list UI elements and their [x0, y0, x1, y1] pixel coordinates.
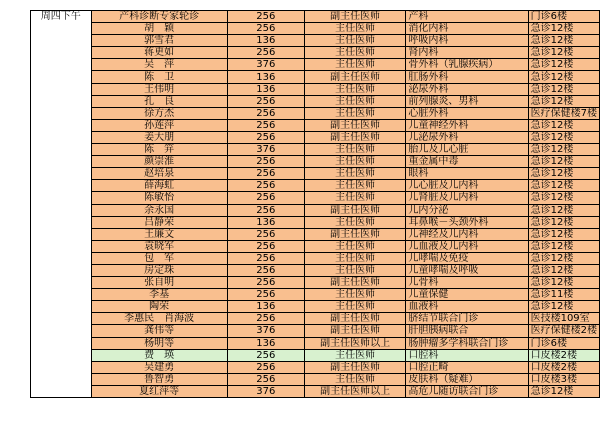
title-cell: 副主任医师 — [305, 204, 406, 216]
department-cell: 儿哮喘及免疫 — [406, 252, 528, 264]
table-row — [31, 228, 600, 240]
location-cell: 急诊12楼 — [528, 131, 599, 143]
fee-cell: 256 — [227, 252, 304, 264]
title-cell: 主任医师 — [305, 192, 406, 204]
location-cell: 急诊12楼 — [528, 23, 599, 35]
table-row — [31, 277, 600, 289]
title-cell: 主任医师 — [305, 95, 406, 107]
fee-cell: 376 — [227, 144, 304, 156]
fee-cell: 136 — [227, 71, 304, 83]
department-cell: 儿骨科 — [406, 277, 528, 289]
location-cell: 门诊6楼 — [528, 11, 599, 23]
title-cell: 主任医师 — [305, 264, 406, 276]
title-cell: 副主任医师 — [305, 325, 406, 337]
fee-cell: 136 — [227, 35, 304, 47]
title-cell: 主任医师 — [305, 35, 406, 47]
fee-cell: 136 — [227, 337, 304, 349]
table-row — [31, 35, 600, 47]
doctor-name-cell: 产科诊断专家轮诊 — [91, 11, 227, 23]
fee-cell: 256 — [227, 180, 304, 192]
fee-cell: 256 — [227, 168, 304, 180]
location-cell: 急诊12楼 — [528, 277, 599, 289]
doctor-name-cell: 房定珠 — [91, 264, 227, 276]
table-row — [31, 168, 600, 180]
location-cell: 口皮楼2楼 — [528, 349, 599, 361]
title-cell: 主任医师 — [305, 156, 406, 168]
department-cell: 产科 — [406, 11, 528, 23]
department-cell: 胎儿及儿心脏 — [406, 144, 528, 156]
department-cell: 儿童神经外科 — [406, 119, 528, 131]
department-cell: 儿神经及儿内科 — [406, 228, 528, 240]
title-cell: 副主任医师 — [305, 228, 406, 240]
title-cell: 副主任医师 — [305, 277, 406, 289]
fee-cell: 256 — [227, 131, 304, 143]
table-row — [31, 83, 600, 95]
title-cell: 副主任医师 — [305, 313, 406, 325]
title-cell: 副主任医师以上 — [305, 385, 406, 397]
doctor-name-cell: 赵培泉 — [91, 168, 227, 180]
location-cell: 急诊12楼 — [528, 156, 599, 168]
table-row — [31, 301, 600, 313]
table-row — [31, 156, 600, 168]
table-row — [31, 361, 600, 373]
table-row — [31, 71, 600, 83]
doctor-name-cell: 张自明 — [91, 277, 227, 289]
table-row — [31, 373, 600, 385]
doctor-name-cell: 李惠民 肖海波 — [91, 313, 227, 325]
schedule-body — [31, 11, 600, 398]
title-cell: 主任医师 — [305, 144, 406, 156]
department-cell: 口腔正畸 — [406, 361, 528, 373]
table-row — [31, 180, 600, 192]
title-cell: 主任医师 — [305, 47, 406, 59]
location-cell: 急诊12楼 — [528, 204, 599, 216]
table-row — [31, 95, 600, 107]
location-cell: 急诊12楼 — [528, 59, 599, 71]
location-cell: 急诊12楼 — [528, 180, 599, 192]
location-cell: 急诊12楼 — [528, 83, 599, 95]
title-cell: 主任医师 — [305, 240, 406, 252]
fee-cell: 256 — [227, 107, 304, 119]
department-cell: 儿血液及儿内科 — [406, 240, 528, 252]
title-cell: 主任医师 — [305, 23, 406, 35]
location-cell: 急诊12楼 — [528, 264, 599, 276]
table-row — [31, 313, 600, 325]
table-row — [31, 144, 600, 156]
location-cell: 急诊12楼 — [528, 168, 599, 180]
title-cell: 副主任医师 — [305, 11, 406, 23]
department-cell: 儿童保健 — [406, 289, 528, 301]
title-cell: 主任医师 — [305, 83, 406, 95]
fee-cell: 256 — [227, 361, 304, 373]
table-row — [31, 11, 600, 23]
doctor-name-cell: 龚伟等 — [91, 325, 227, 337]
location-cell: 医疗保健楼2楼 — [528, 325, 599, 337]
title-cell: 主任医师 — [305, 107, 406, 119]
title-cell: 副主任医师 — [305, 361, 406, 373]
department-cell: 心脏外科 — [406, 107, 528, 119]
fee-cell: 376 — [227, 325, 304, 337]
department-cell: 儿内分泌 — [406, 204, 528, 216]
fee-cell: 136 — [227, 216, 304, 228]
fee-cell: 256 — [227, 228, 304, 240]
doctor-name-cell: 陈敏怡 — [91, 192, 227, 204]
department-cell: 儿童哮喘及呼吸 — [406, 264, 528, 276]
doctor-name-cell: 袁晓军 — [91, 240, 227, 252]
fee-cell: 256 — [227, 119, 304, 131]
doctor-name-cell: 王廉文 — [91, 228, 227, 240]
location-cell: 急诊12楼 — [528, 95, 599, 107]
location-cell: 医技楼109室 — [528, 313, 599, 325]
table-row — [31, 23, 600, 35]
session-label: 周四下午 — [31, 11, 92, 398]
doctor-name-cell: 徐方杰 — [91, 107, 227, 119]
title-cell: 副主任医师 — [305, 71, 406, 83]
department-cell: 泌尿外科 — [406, 83, 528, 95]
table-row — [31, 240, 600, 252]
department-cell: 前列腺炎、男科 — [406, 95, 528, 107]
table-row — [31, 47, 600, 59]
title-cell: 副主任医师 — [305, 119, 406, 131]
location-cell: 急诊12楼 — [528, 240, 599, 252]
doctor-name-cell: 费 瑛 — [91, 349, 227, 361]
doctor-name-cell: 郭雪君 — [91, 35, 227, 47]
table-row — [31, 192, 600, 204]
doctor-name-cell: 李基 — [91, 289, 227, 301]
department-cell: 儿肾脏及儿内科 — [406, 192, 528, 204]
location-cell: 口皮楼2楼 — [528, 361, 599, 373]
table-row — [31, 337, 600, 349]
title-cell: 主任医师 — [305, 216, 406, 228]
fee-cell: 256 — [227, 156, 304, 168]
department-cell: 消化内科 — [406, 23, 528, 35]
location-cell: 急诊12楼 — [528, 301, 599, 313]
location-cell: 急诊12楼 — [528, 35, 599, 47]
department-cell: 肾内科 — [406, 47, 528, 59]
doctor-name-cell: 薛海虹 — [91, 180, 227, 192]
location-cell: 急诊12楼 — [528, 144, 599, 156]
fee-cell: 256 — [227, 11, 304, 23]
location-cell: 急诊12楼 — [528, 47, 599, 59]
doctor-name-cell: 杨明等 — [91, 337, 227, 349]
department-cell: 儿泌尿外科 — [406, 131, 528, 143]
table-row — [31, 216, 600, 228]
title-cell: 主任医师 — [305, 289, 406, 301]
table-row — [31, 252, 600, 264]
table-row — [31, 325, 600, 337]
department-cell: 耳鼻喉－头颈外科 — [406, 216, 528, 228]
fee-cell: 256 — [227, 47, 304, 59]
fee-cell: 256 — [227, 95, 304, 107]
fee-cell: 136 — [227, 301, 304, 313]
doctor-name-cell: 陈 卫 — [91, 71, 227, 83]
doctor-name-cell: 吴 萍 — [91, 59, 227, 71]
table-row — [31, 264, 600, 276]
title-cell: 主任医师 — [305, 349, 406, 361]
title-cell: 主任医师 — [305, 59, 406, 71]
location-cell: 口皮楼3楼 — [528, 373, 599, 385]
title-cell: 主任医师 — [305, 301, 406, 313]
table-row — [31, 385, 600, 397]
fee-cell: 376 — [227, 385, 304, 397]
fee-cell: 376 — [227, 59, 304, 71]
schedule-table — [30, 10, 600, 398]
fee-cell: 136 — [227, 83, 304, 95]
doctor-name-cell: 包 军 — [91, 252, 227, 264]
fee-cell: 256 — [227, 204, 304, 216]
title-cell: 主任医师 — [305, 168, 406, 180]
title-cell: 主任医师 — [305, 252, 406, 264]
department-cell: 高危儿随访联合门诊 — [406, 385, 528, 397]
fee-cell: 256 — [227, 264, 304, 276]
location-cell: 急诊12楼 — [528, 216, 599, 228]
doctor-name-cell: 王伟明 — [91, 83, 227, 95]
location-cell: 门诊6楼 — [528, 337, 599, 349]
fee-cell: 256 — [227, 313, 304, 325]
doctor-name-cell: 孙莲萍 — [91, 119, 227, 131]
doctor-name-cell: 孔 良 — [91, 95, 227, 107]
doctor-name-cell: 夏红萍等 — [91, 385, 227, 397]
department-cell: 肛肠外科 — [406, 71, 528, 83]
table-row — [31, 204, 600, 216]
title-cell: 副主任医师 — [305, 131, 406, 143]
location-cell: 急诊12楼 — [528, 252, 599, 264]
title-cell: 副主任医师以上 — [305, 337, 406, 349]
doctor-name-cell: 蒋更如 — [91, 47, 227, 59]
department-cell: 脐结节联合门诊 — [406, 313, 528, 325]
table-row — [31, 119, 600, 131]
department-cell: 眼科 — [406, 168, 528, 180]
table-row — [31, 59, 600, 71]
department-cell: 皮肤科（疑难） — [406, 373, 528, 385]
doctor-name-cell: 鲁智勇 — [91, 373, 227, 385]
fee-cell: 256 — [227, 277, 304, 289]
fee-cell: 256 — [227, 23, 304, 35]
table-row — [31, 289, 600, 301]
fee-cell: 256 — [227, 373, 304, 385]
department-cell: 肠肿瘤多学科联合门诊 — [406, 337, 528, 349]
department-cell: 口腔科 — [406, 349, 528, 361]
location-cell: 急诊12楼 — [528, 228, 599, 240]
title-cell: 主任医师 — [305, 373, 406, 385]
department-cell: 骨外科（乳腺疾病） — [406, 59, 528, 71]
doctor-name-cell: 胡 颖 — [91, 23, 227, 35]
doctor-name-cell: 吕静荣 — [91, 216, 227, 228]
doctor-name-cell: 余永国 — [91, 204, 227, 216]
department-cell: 重金属中毒 — [406, 156, 528, 168]
fee-cell: 256 — [227, 349, 304, 361]
location-cell: 急诊12楼 — [528, 385, 599, 397]
location-cell: 急诊12楼 — [528, 71, 599, 83]
location-cell: 急诊11楼 — [528, 289, 599, 301]
doctor-name-cell: 陈 笄 — [91, 144, 227, 156]
fee-cell: 256 — [227, 289, 304, 301]
location-cell: 急诊12楼 — [528, 119, 599, 131]
table-row — [31, 107, 600, 119]
fee-cell: 256 — [227, 240, 304, 252]
location-cell: 医疗保健楼7楼 — [528, 107, 599, 119]
department-cell: 呼吸内科 — [406, 35, 528, 47]
title-cell: 主任医师 — [305, 180, 406, 192]
department-cell: 肝胆胰病联合 — [406, 325, 528, 337]
fee-cell: 256 — [227, 192, 304, 204]
location-cell: 急诊12楼 — [528, 192, 599, 204]
department-cell: 血液科 — [406, 301, 528, 313]
department-cell: 儿心脏及儿内科 — [406, 180, 528, 192]
doctor-name-cell: 陶荣 — [91, 301, 227, 313]
table-row — [31, 131, 600, 143]
table-row — [31, 349, 600, 361]
doctor-name-cell: 姜大朋 — [91, 131, 227, 143]
doctor-name-cell: 颜崇淮 — [91, 156, 227, 168]
doctor-name-cell: 吴建勇 — [91, 361, 227, 373]
